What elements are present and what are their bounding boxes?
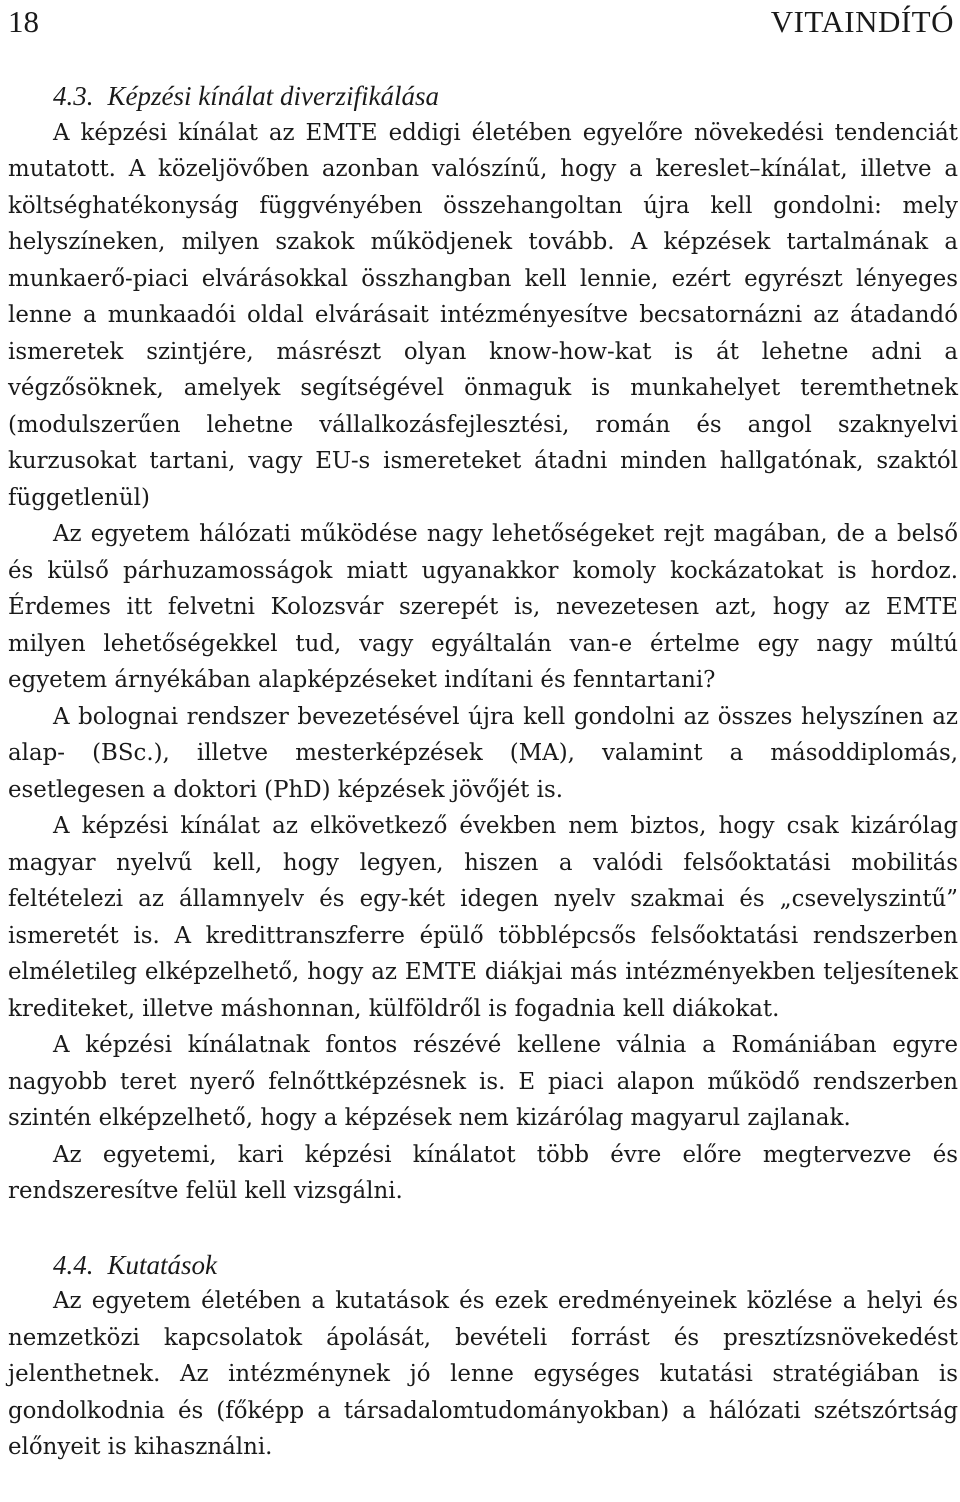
section-title: Képzési kínálat diverzifikálása (107, 81, 439, 111)
paragraph: Az egyetem hálózati működése nagy lehetőségeket rejt magában, de a belső és külső párhuzamosságok miatt ugyanakkor komoly kockázatokat is hordoz. Érdemes itt felvetni Kolozsvár szerepét is, nevezetesen azt, hogy az EMTE milyen lehetőségekkel tud, vagy egyáltalán van-e értelme egy nagy múltú egyetem árnyékában alapképzéseket indítani és fenntartani? (8, 521, 958, 693)
paragraph: Az egyetemi, kari képzési kínálatot több évre előre megtervezve és rendszeresítve felül kell vizsgálni. (8, 1141, 958, 1204)
paragraph: Az egyetem életében a kutatások és ezek eredményeinek közlése a helyi és nemzetközi kapcsolatok ápolását, bevételi forrást és presztízsnövekedést jelenthetnek. Az intézménynek jó lenne egységes kutatási stratégiában is gondolkodnia és (főképp a társadalomtudományokban) a hálózati szétszórtság előnyeit is kihasználni. (8, 1288, 958, 1460)
page-header (8, 4, 954, 40)
running-title: VITAINDÍTÓ (770, 4, 954, 39)
section-number: 4.3. (53, 81, 94, 111)
section-title: Kutatások (107, 1249, 218, 1280)
paragraph: A bolognai rendszer bevezetésével újra kell gondolni az összes helyszínen az alap- (BSc.), illetve mesterképzések (MA), valamint a másoddiplomás, esetlegesen a doktori (PhD) képzések jövőjét is. (8, 703, 958, 803)
section-gap (8, 1210, 958, 1247)
paragraph: A képzési kínálat az elkövetkező években nem biztos, hogy csak kizárólag magyar nyelvű kell, hogy legyen, hiszen a valódi felsőoktatási mobilitás feltételezi az államnyelv és egy-két idegen nyelv szakmai és „csevelyszintű” ismeretét is. A kredittranszferre épülő többlépcsős felsőoktatási rendszerben elméletileg elképzelhető, hogy az EMTE diákjai más intézményekben teljesítenek krediteket, illetve máshonnan, külföldről is fogadnia kell diákokat. (8, 813, 958, 1022)
section-heading-4-3 (8, 78, 958, 115)
paragraph: A képzési kínálat az EMTE eddigi életében egyelőre növekedési tendenciát mutatott. A közeljövőben azonban valószínű, hogy a kereslet–kínálat, illetve a költséghatékonyság függvényében összehangoltan újra kell gondolni: mely helyszíneken, milyen szakok működjenek tovább. A képzések tartalmának a munkaerő-piaci elvárásokkal összhangban kell lennie, ezért egyrészt lényeges lenne a munkaadói oldal elvárásait intézményesítve becsatornázni az átadandó ismeretek szintjére, másrészt olyan know-how-kat is át lehetne adni a végzősöknek, amelyek segítségével önmaguk is munkahelyet teremthetnek (modulszerűen lehetne vállalkozásfejlesztési, román és angol szaknyelvi kurzusokat tartani, vagy EU-s ismereteket átadni minden hallgatónak, szaktól függetlenül) (8, 119, 958, 511)
page-body (8, 78, 958, 1466)
section-heading-4-4 (8, 1247, 958, 1284)
section-number: 4.4. (53, 1249, 94, 1280)
paragraph: A képzési kínálatnak fontos részévé kellene válnia a Romániában egyre nagyobb teret nyerő felnőttképzésnek is. E piaci alapon működő rendszerben szintén elképzelhető, hogy a képzések nem kizárólag magyarul zajlanak. (8, 1032, 958, 1131)
page-number: 18 (8, 4, 39, 39)
